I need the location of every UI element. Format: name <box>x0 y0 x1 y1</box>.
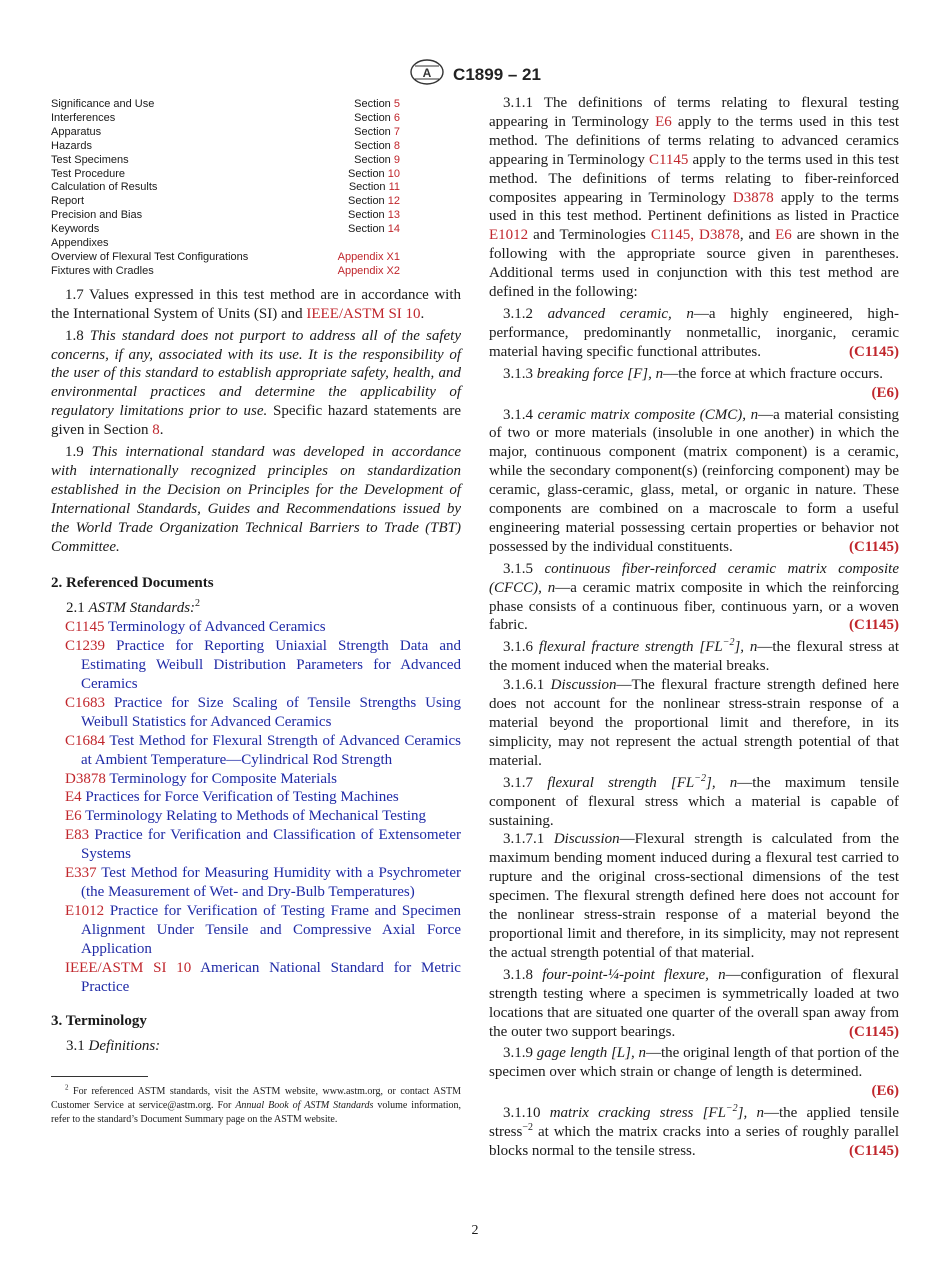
document-title[interactable]: Test Method for Measuring Humidity with a Psychrometer (the Measurement of Wet- and Dry-Bulb Temperatures) <box>81 865 462 900</box>
toc-title: Hazards <box>51 139 92 152</box>
link-section-8[interactable]: 8 <box>152 422 160 439</box>
toc-ref-number[interactable]: 7 <box>393 125 400 138</box>
toc-title: Report <box>51 195 85 208</box>
toc-reference[interactable] <box>321 237 400 251</box>
toc-title: Precision and Bias <box>51 209 143 222</box>
document-title[interactable]: American National Standard for Metric Practice <box>81 959 461 995</box>
term-3-1-6-1: 3.1.6.1 Discussion—The flexural fracture strength defined here does not account for the nonlinear stress-strain response of a material beyond the proportional limit and therefore, in its simplicity, may not represent the actual strength potential of that material. <box>489 677 900 769</box>
toc-ref-label: Section <box>354 111 391 124</box>
toc-row <box>51 140 461 154</box>
referenced-document[interactable] <box>51 864 461 902</box>
toc-title: Interferences <box>51 111 116 124</box>
toc-ref-label: Section <box>354 139 391 152</box>
toc-reference[interactable] <box>321 223 400 237</box>
source-ref[interactable]: (C1145) <box>849 343 899 360</box>
toc-row <box>51 181 461 195</box>
referenced-document[interactable] <box>51 618 461 637</box>
document-title[interactable]: Practices for Force Verification of Testing Machines <box>85 789 399 806</box>
para-1-9: 1.9 This international standard was developed in accordance with internationally recognized principles on standardization established in the Decision on Principles for the Development of International Standards, Guides and Recommendations issued by the World Trade Organization Technical Barriers to Trade (TBT) Committee. <box>51 444 462 555</box>
referenced-document[interactable] <box>51 807 461 826</box>
link-d3878[interactable]: D3878 <box>732 189 774 206</box>
toc-ref-label: Section <box>347 167 385 180</box>
toc-row <box>51 223 461 237</box>
svg-text:A: A <box>422 66 432 80</box>
toc-row <box>51 209 461 223</box>
document-code[interactable]: C1684 <box>65 732 106 749</box>
link-e6[interactable]: E6 <box>655 113 672 130</box>
referenced-document[interactable] <box>51 637 461 694</box>
toc-ref-number[interactable]: Appendix X2 <box>337 264 400 277</box>
document-title[interactable]: Terminology Relating to Methods of Mechanical Testing <box>85 808 427 825</box>
term-3-1-7-1: 3.1.7.1 Discussion—Flexural strength is calculated from the maximum bending moment induced during a flexural test carried to rupture and the original cross-sectional dimensions of the test specimen. The flexural strength defined here does not account for the nonlinear stress-strain response of a material beyond the proportional limit and therefore, in its simplicity, may not represent the actual strength potential of that material. <box>489 831 900 961</box>
term-3-1-2: 3.1.2 advanced ceramic, n—a highly engineered, high-performance, predominantly nonmetallic, inorganic, ceramic material having specific functional attributes. (C1145) <box>489 305 899 360</box>
term-3-1-10: 3.1.10 matrix cracking stress $[FL^{-2}]$, n—the applied tensile stress$^{-2}$ at which the matrix cracks into a series of roughly parallel blocks normal to the tensile stress. (C1145) <box>489 1103 900 1159</box>
referenced-document[interactable] <box>51 959 461 997</box>
toc-title: Test Procedure <box>51 167 125 180</box>
referenced-document[interactable] <box>51 694 461 732</box>
toc-title: Calculation of Results <box>51 181 158 194</box>
document-title[interactable]: Terminology for Composite Materials <box>109 770 337 787</box>
document-title[interactable]: Practice for Verification and Classification of Extensometer Systems <box>81 827 462 863</box>
toc-row <box>51 112 461 126</box>
toc-title: Overview of Flexural Test Configurations <box>51 250 249 263</box>
toc-ref-label: Section <box>347 195 385 208</box>
document-code[interactable]: E83 <box>65 827 90 844</box>
toc-reference[interactable] <box>321 181 400 195</box>
toc-row <box>51 237 461 251</box>
section-3-1: 3.1 Definitions: <box>66 1038 161 1055</box>
term-3-1-4: 3.1.4 ceramic matrix composite (CMC), n—a material consisting of two or more materials (insoluble in one another) in which the major, continuous component (matrix component) is a ceramic, while the secondary component(s) (reinforcing component) may be ceramic, glass-ceramic, glass, metal, or organic in nature. These components are combined on a macroscale to form a useful engineering material possessing certain properties or behavior not possessed by the individual constituents. (C1145) <box>489 406 900 555</box>
link-c1145-d3878[interactable]: C1145, D3878 <box>650 227 740 244</box>
document-code[interactable]: IEEE/ASTM SI 10 <box>65 959 192 976</box>
source-ref[interactable]: (C1145) <box>849 617 899 634</box>
link-ieee-si10[interactable]: IEEE/ASTM SI 10 <box>306 305 421 322</box>
toc-row <box>51 126 461 140</box>
term-3-1-9: 3.1.9 gage length [L], n—the original length of that portion of the specimen over which strain or change of length is determined. (E6) <box>489 1045 900 1100</box>
section-2-1: 2.1 ASTM Standards:$^2$ <box>66 598 201 617</box>
left-column <box>51 98 461 1127</box>
link-e1012[interactable]: E1012 <box>489 227 529 244</box>
page-header <box>0 57 950 87</box>
toc-ref-number[interactable]: 6 <box>393 111 400 124</box>
toc-ref-number[interactable]: 10 <box>387 167 400 180</box>
toc-ref-number[interactable]: 5 <box>393 98 400 110</box>
toc-reference[interactable] <box>321 168 400 182</box>
toc-title: Significance and Use <box>51 98 155 110</box>
section-3-heading: 3. Terminology <box>51 1013 147 1030</box>
document-code[interactable]: C1239 <box>65 638 106 655</box>
toc-ref-number[interactable]: Appendix X1 <box>337 250 400 263</box>
toc-reference[interactable] <box>321 251 400 265</box>
toc-reference[interactable] <box>321 112 400 126</box>
link-c1145[interactable]: C1145 <box>648 151 689 168</box>
toc-reference[interactable] <box>321 140 400 154</box>
toc-title: Fixtures with Cradles <box>51 264 154 277</box>
document-code[interactable]: E337 <box>65 865 97 882</box>
toc-row <box>51 168 461 182</box>
referenced-document[interactable] <box>51 902 461 959</box>
referenced-documents-list <box>51 618 461 996</box>
document-title[interactable]: Practice for Verification of Testing Frame and Specimen Alignment Under Tensile and Compressive Axial Force Application <box>81 902 462 957</box>
toc-ref-number[interactable]: 11 <box>388 181 400 194</box>
toc-ref-label: Section <box>347 223 385 236</box>
toc-ref-number[interactable]: 9 <box>393 153 400 166</box>
toc-title: Appendixes <box>51 237 109 250</box>
footnote-divider <box>51 1076 148 1077</box>
document-code[interactable]: C1145 <box>65 619 105 636</box>
document-code[interactable]: E4 <box>65 789 82 806</box>
right-column <box>489 94 899 1161</box>
toc-reference[interactable] <box>321 209 400 223</box>
document-title[interactable]: Practice for Size Scaling of Tensile Strengths Using Weibull Statistics for Advanced Ceramics <box>81 694 462 730</box>
toc-reference[interactable] <box>321 154 400 168</box>
document-code[interactable]: E6 <box>65 808 82 825</box>
toc-reference[interactable] <box>321 265 400 279</box>
toc-reference[interactable] <box>321 98 400 112</box>
toc-ref-number[interactable]: 8 <box>393 139 400 152</box>
para-1-8: 1.8 This standard does not purport to address all of the safety concerns, if any, associated with its use. It is the responsibility of the user of this standard to establish appropriate safety, health, and environmental practices and determine the applicability of regulatory limitations prior to use. Specific hazard statements are given in Section 8. <box>51 327 462 439</box>
referenced-document[interactable] <box>51 732 461 770</box>
referenced-document[interactable] <box>51 826 461 864</box>
footnote-2: $^2$ For referenced ASTM standards, visit the ASTM website, www.astm.org, or contact ASTM Customer Service at service@astm.org. For Annual Book of ASTM Standards volume information, refer to the standard’s Document Summary page on the ASTM website. <box>51 1083 462 1126</box>
document-code[interactable]: D3878 <box>65 770 106 787</box>
source-ref[interactable]: (E6) <box>871 384 899 401</box>
source-ref[interactable]: (C1145) <box>849 1142 899 1159</box>
term-3-1-6: 3.1.6 flexural fracture strength $[FL^{-2}]$, n—the flexural stress at the moment induced when the material breaks. <box>489 637 900 675</box>
toc-row <box>51 251 461 265</box>
document-code[interactable]: E1012 <box>65 902 105 919</box>
toc-ref-label: Section <box>347 209 385 222</box>
term-3-1-5: 3.1.5 continuous fiber-reinforced ceramic matrix composite (CFCC), n—a ceramic matrix composite in which the reinforcing phase consists of a continuous fiber, continuous yarn, or a woven fabric. (C1145) <box>489 560 899 634</box>
page-number: 2 <box>471 1223 479 1238</box>
source-ref[interactable]: (C1145) <box>849 538 899 555</box>
para-1-7: 1.7 Values expressed in this test method are in accordance with the International System of Units (SI) and IEEE/ASTM SI 10. <box>51 286 461 322</box>
toc-row <box>51 98 461 112</box>
standard-code: C1899 – 21 <box>453 64 541 84</box>
toc-reference[interactable] <box>321 195 400 209</box>
term-3-1-3: 3.1.3 breaking force [F], n—the force at which fracture occurs. (E6) <box>503 365 899 401</box>
toc-title: Apparatus <box>51 125 102 138</box>
source-ref[interactable]: (E6) <box>871 1083 899 1100</box>
toc-ref-number[interactable]: 14 <box>387 223 400 236</box>
toc-row <box>51 154 461 168</box>
document-title[interactable]: Practice for Reporting Uniaxial Strength Data and Estimating Weibull Distribution Parameters for Advanced Ceramics <box>81 638 461 692</box>
toc-row <box>51 265 461 279</box>
toc-ref-label: Section <box>348 181 386 194</box>
source-ref[interactable]: (C1145) <box>849 1023 899 1040</box>
term-3-1-8: 3.1.8 four-point-¼-point flexure, n—configuration of flexural strength testing where a specimen is symmetrically loaded at two locations that are situated one quarter of the overall span away from the outer two support bearings. (C1145) <box>489 966 899 1040</box>
referenced-document[interactable] <box>51 770 461 789</box>
toc-ref-number[interactable]: 13 <box>387 209 400 222</box>
referenced-document[interactable] <box>51 788 461 807</box>
toc-ref-label: Section <box>354 98 391 110</box>
document-title[interactable]: Test Method for Flexural Strength of Advanced Ceramics at Ambient Temperature—Cylindrical Rod Strength <box>81 732 461 768</box>
toc-title: Keywords <box>51 223 100 236</box>
toc-title: Test Specimens <box>51 153 129 166</box>
toc-ref-number[interactable]: 12 <box>387 195 400 208</box>
term-3-1-7: 3.1.7 flexural strength $[FL^{-2}]$, n—the maximum tensile component of flexural stress which a material is capable of sustaining. <box>489 772 900 829</box>
toc-row <box>51 195 461 209</box>
document-title[interactable]: Terminology of Advanced Ceramics <box>107 619 326 636</box>
table-of-contents <box>51 98 461 279</box>
para-3-1-1: 3.1.1 The definitions of terms relating to flexural testing appearing in Terminology E6 apply to the terms used in this test method. The definitions of terms relating to advanced ceramics appearing in Terminology C1145 apply to the terms used in this test method. The definitions of terms relating to fiber-reinforced composites appearing in Terminology D3878 apply to the terms used in this test method. Pertinent definitions as listed in Practice E1012 and Terminologies C1145, D3878, and E6 are shown in the following with the appropriate source given in parentheses. Additional terms used in conjunction with this test method are defined in the following: <box>489 95 900 301</box>
toc-ref-label: Section <box>354 125 391 138</box>
toc-ref-label: Section <box>354 153 391 166</box>
section-2-heading: 2. Referenced Documents <box>51 575 214 592</box>
link-e6-2[interactable]: E6 <box>775 227 792 244</box>
toc-reference[interactable] <box>321 126 400 140</box>
document-code[interactable]: C1683 <box>65 694 106 711</box>
astm-logo-icon <box>409 57 445 92</box>
